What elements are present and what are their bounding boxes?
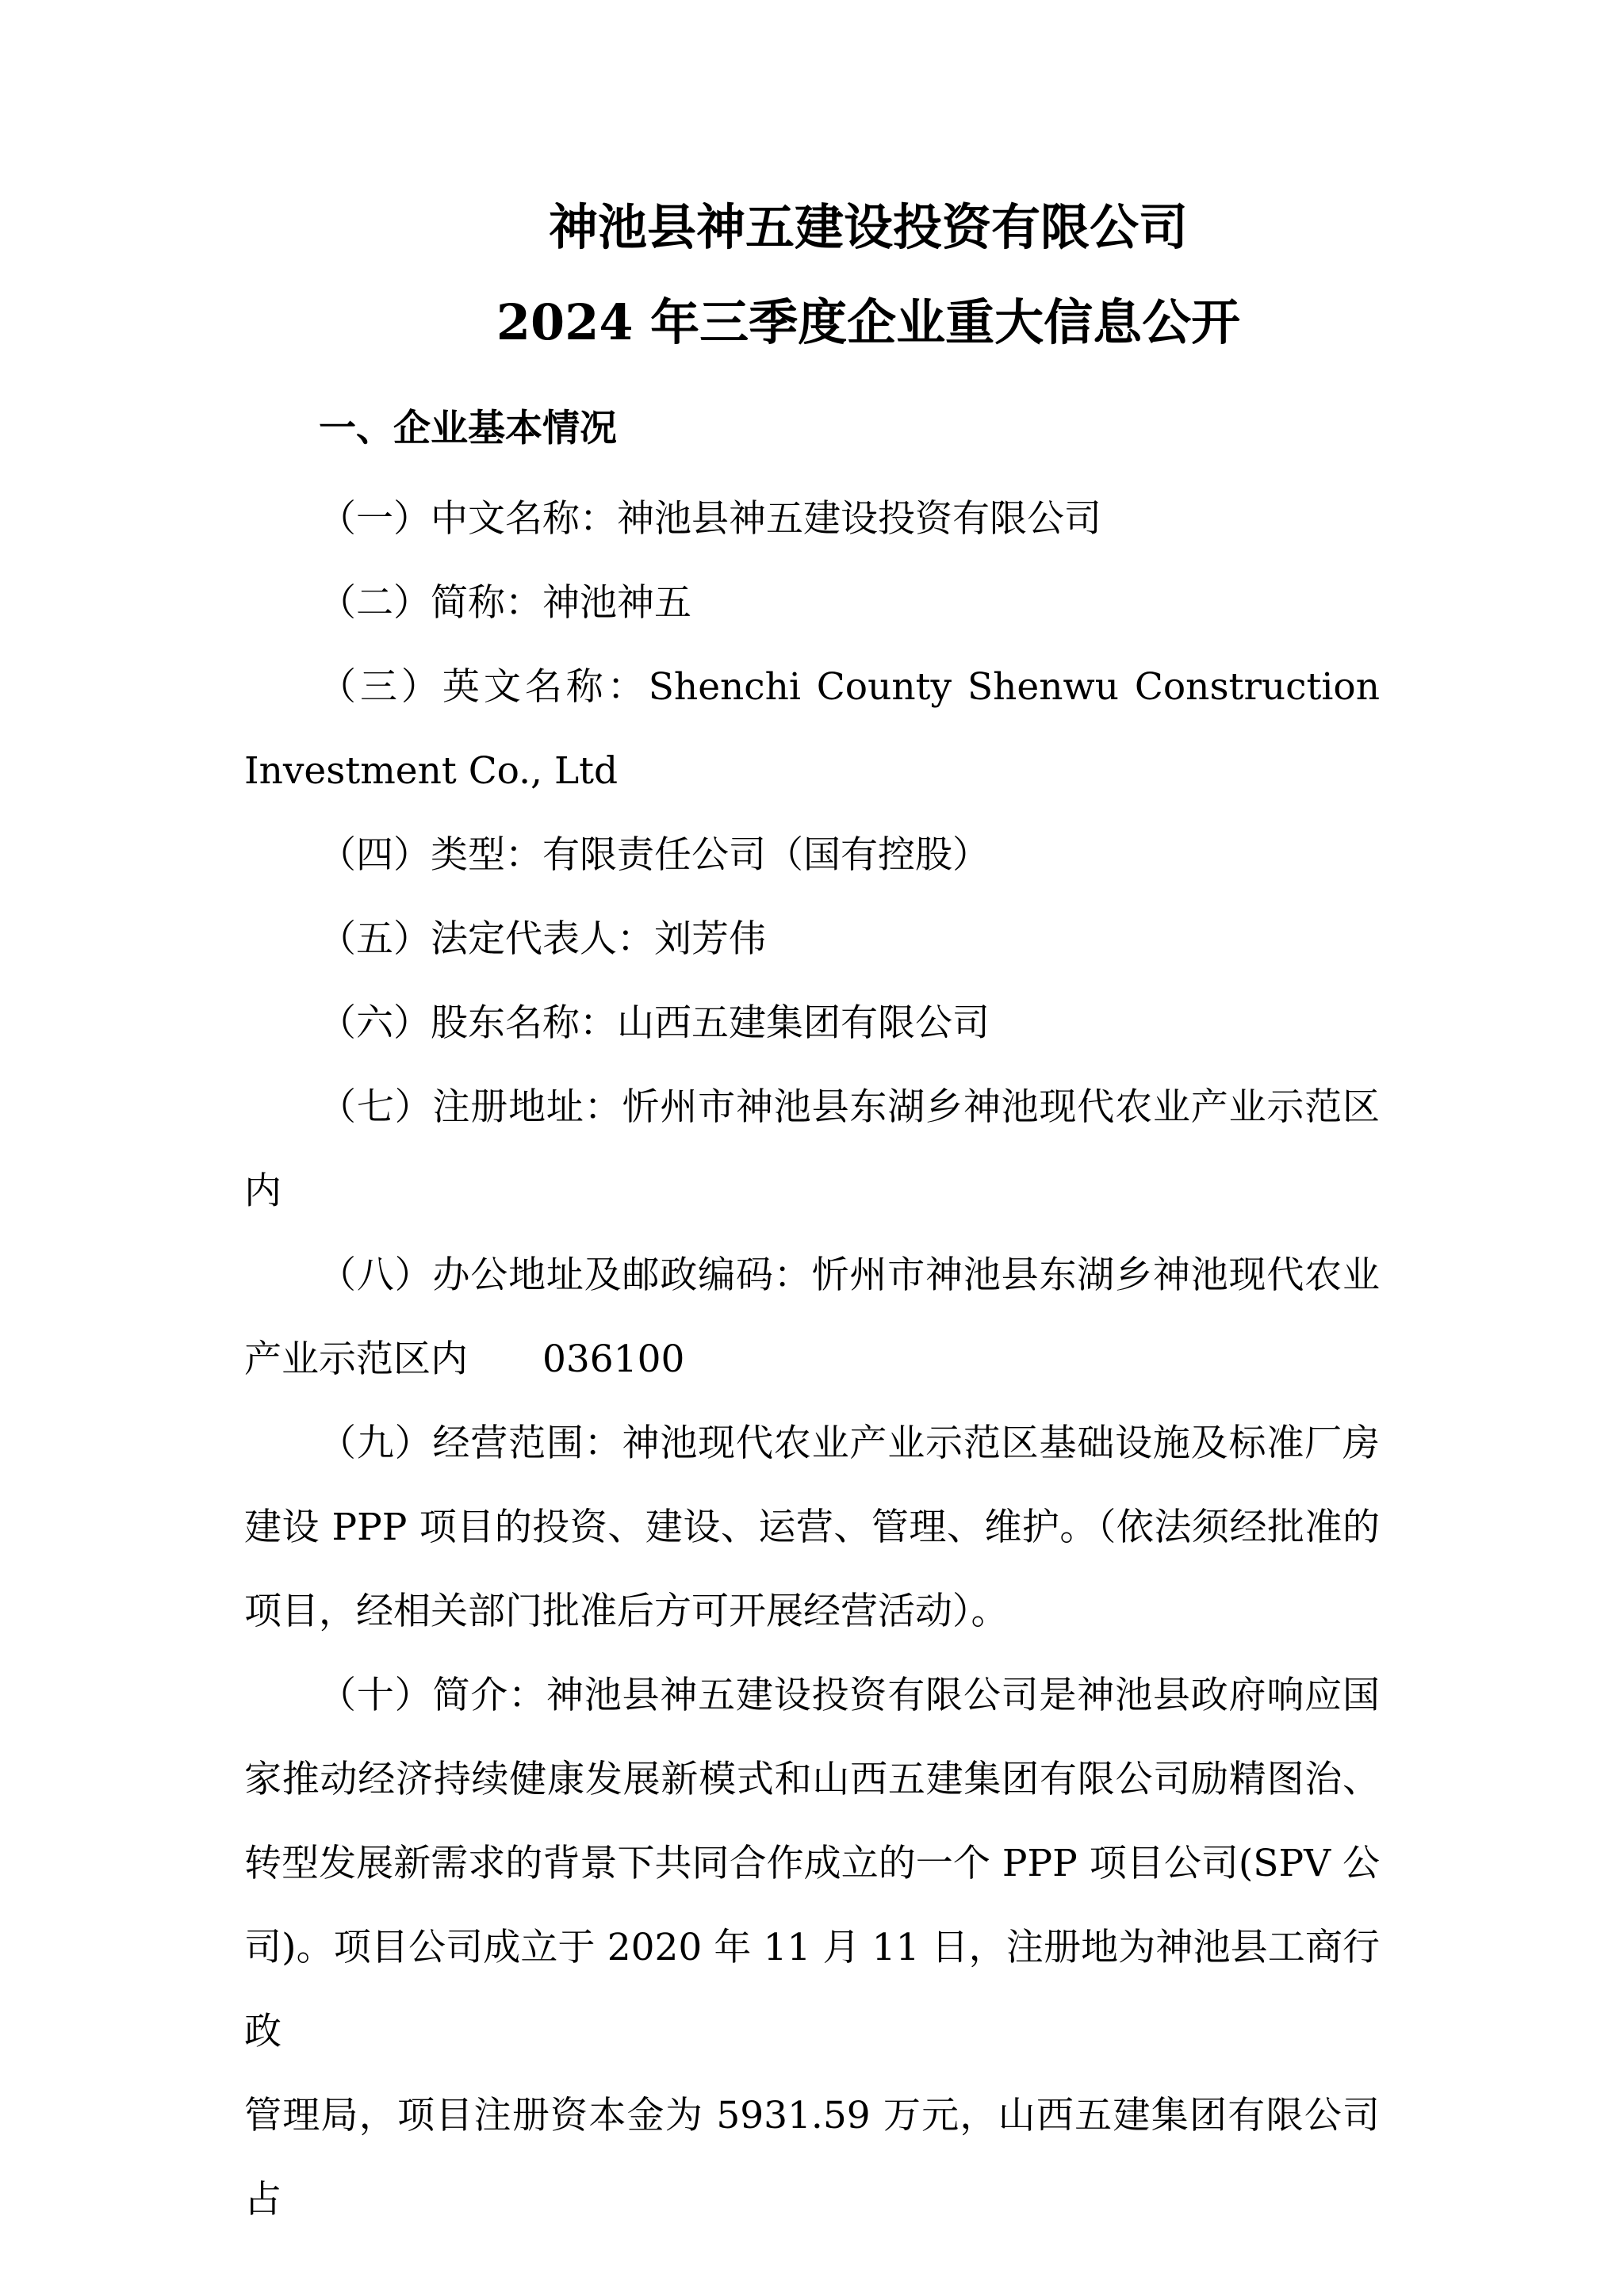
doc-line-english-name: （三）英文名称：Shenchi County Shenwu Construction bbox=[319, 665, 1380, 709]
doc-line-short-name: （二）简称：神池神五 bbox=[319, 581, 691, 625]
doc-line-profile: （十）简介：神池县神五建设投资有限公司是神池县政府响应国 bbox=[319, 1674, 1380, 1717]
doc-line-registered-address-cont: 内 bbox=[244, 1169, 282, 1213]
section-heading: 一、企业基本情况 bbox=[319, 407, 617, 450]
document-content bbox=[244, 0, 1380, 2242]
document-subtitle: 2024 年三季度企业重大信息公开 bbox=[496, 293, 1241, 351]
doc-line-office-address-cont: 产业示范区内 036100 bbox=[244, 1337, 685, 1381]
doc-line-business-scope-cont-2: 项目，经相关部门批准后方可开展经营活动）。 bbox=[244, 1590, 1009, 1633]
doc-line-profile-cont-3: 司)。项目公司成立于 2020 年 11 月 11 日，注册地为神池县工商行政 bbox=[244, 1926, 1380, 2053]
doc-line-legal-representative: （五）法定代表人：刘芳伟 bbox=[319, 917, 766, 961]
doc-line-business-scope-cont-1: 建设 PPP 项目的投资、建设、运营、管理、维护。（依法须经批准的 bbox=[244, 1506, 1380, 1549]
doc-line-company-type: （四）类型：有限责任公司（国有控股） bbox=[319, 833, 990, 877]
doc-line-profile-cont-1: 家推动经济持续健康发展新模式和山西五建集团有限公司励精图治、 bbox=[244, 1758, 1380, 1801]
doc-line-profile-cont-4: 管理局，项目注册资本金为 5931.59 万元，山西五建集团有限公司占 bbox=[244, 2094, 1380, 2221]
doc-line-chinese-name: （一）中文名称：神池县神五建设投资有限公司 bbox=[319, 497, 1101, 541]
doc-line-shareholder: （六）股东名称：山西五建集团有限公司 bbox=[319, 1001, 990, 1045]
doc-line-profile-cont-2: 转型发展新需求的背景下共同合作成立的一个 PPP 项目公司(SPV 公 bbox=[244, 1842, 1380, 1885]
doc-line-business-scope: （九）经营范围：神池现代农业产业示范区基础设施及标准厂房 bbox=[319, 1422, 1380, 1465]
doc-line-registered-address: （七）注册地址：忻州市神池县东湖乡神池现代农业产业示范区 bbox=[319, 1085, 1380, 1129]
doc-line-english-name-cont: Investment Co., Ltd bbox=[244, 749, 619, 793]
document-title: 神池县神五建设投资有限公司 bbox=[548, 198, 1188, 256]
doc-line-office-address: （八）办公地址及邮政编码：忻州市神池县东湖乡神池现代农业 bbox=[319, 1253, 1380, 1297]
